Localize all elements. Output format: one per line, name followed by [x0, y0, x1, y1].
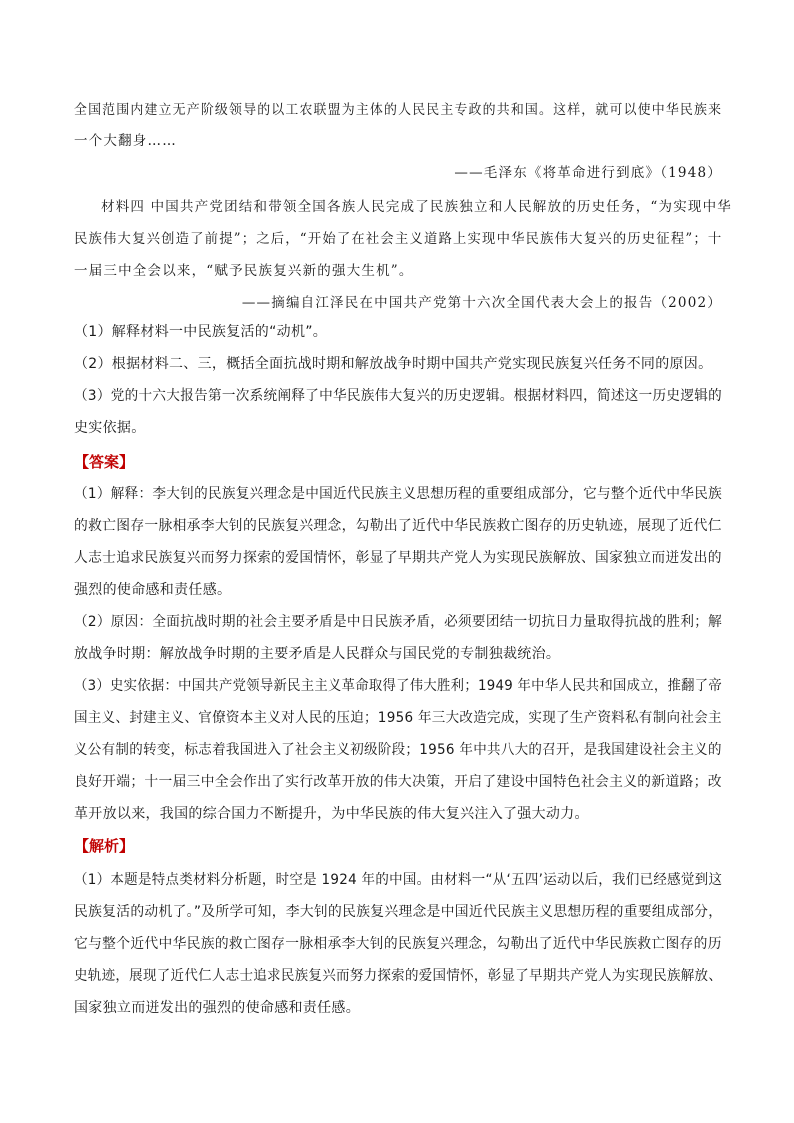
answer-3-line3: 义公有制的转变，标志着我国进入了社会主义初级阶段；1956 年中共八大的召开，是我国建设社会主义的	[74, 742, 722, 758]
analysis-line2: 民族复活的动机了。”及所学可知，李大钊的民族复兴理念是中国近代民族主义思想历程的重要组成部分，	[74, 904, 723, 920]
material3-line2: 一个大翻身……	[74, 133, 177, 149]
analysis-line1: （1）本题是特点类材料分析题，时空是 1924 年的中国。由材料一“从‘五四’运动以后，我们已经感觉到这	[74, 872, 723, 888]
analysis-line3: 它与整个近代中华民族的救亡图存一脉相承李大钊的民族复兴理念，勾勒出了近代中华民族救亡图存的历	[74, 936, 722, 952]
answer-heading: 【答案】	[74, 453, 135, 471]
answer-3-line4: 良好开端；十一届三中全会作出了实行改革开放的伟大决策，开启了建设中国特色社会主义的新道路；改	[74, 774, 722, 790]
question-1: （1）解释材料一中民族复活的“动机”。	[74, 324, 328, 340]
answer-1-line1: （1）解释：李大钊的民族复兴理念是中国近代民族主义思想历程的重要组成部分，它与整个近代中华民族	[74, 486, 723, 502]
material4-line3: 一届三中全会以来，“赋予民族复兴新的强大生机”。	[74, 263, 414, 279]
answer-3-line5: 革开放以来，我国的综合国力不断提升，为中华民族的伟大复兴注入了强大动力。	[74, 806, 589, 822]
material3-source: ——毛泽东《将革命进行到底》（1948）	[454, 165, 722, 181]
question-3-line2: 史实依据。	[74, 420, 146, 436]
question-2: （2）根据材料二、三，概括全面抗战时期和解放战争时期中国共产党实现民族复兴任务不同的原因。	[74, 356, 713, 372]
analysis-line4: 史轨迹，展现了近代仁人志士追求民族复兴而努力探索的爱国情怀，彰显了早期共产党人为实现民族解放、	[74, 968, 723, 984]
answer-2-line1: （2）原因：全面抗战时期的社会主要矛盾是中日民族矛盾，必须要团结一切抗日力量取得抗战的胜利；解	[74, 614, 723, 630]
material4-source: ——摘编自江泽民在中国共产党第十六次全国代表大会上的报告（2002）	[241, 295, 722, 311]
question-3-line1: （3）党的十六大报告第一次系统阐释了中华民族伟大复兴的历史逻辑。根据材料四，简述这一历史逻辑的	[74, 388, 723, 404]
material4-line1: 材料四 中国共产党团结和带领全国各族人民完成了民族独立和人民解放的历史任务，“为实现中华	[101, 199, 732, 215]
answer-2-line2: 放战争时期：解放战争时期的主要矛盾是人民群众与国民党的专制独裁统治。	[74, 646, 561, 662]
analysis-line5: 国家独立而迸发出的强烈的使命感和责任感。	[74, 1000, 360, 1016]
answer-1-line2: 的救亡图存一脉相承李大钊的民族复兴理念，勾勒出了近代中华民族救亡图存的历史轨迹，展现了近代仁	[74, 518, 722, 534]
answer-1-line4: 强烈的使命感和责任感。	[74, 582, 232, 598]
answer-1-line3: 人志士追求民族复兴而努力探索的爱国情怀，彰显了早期共产党人为实现民族解放、国家独立而迸发出的	[74, 550, 722, 566]
material3-line1: 全国范围内建立无产阶级领导的以工农联盟为主体的人民民主专政的共和国。这样，就可以使中华民族来	[74, 102, 723, 118]
answer-3-line2: 国主义、封建主义、官僚资本主义对人民的压迫；1956 年三大改造完成，实现了生产资料私有制向社会主	[74, 710, 722, 726]
analysis-heading: 【解析】	[74, 837, 135, 855]
material4-line2: 民族伟大复兴创造了前提”；之后，“开始了在社会主义道路上实现中华民族伟大复兴的历史征程”；十	[74, 231, 723, 247]
answer-3-line1: （3）史实依据：中国共产党领导新民主主义革命取得了伟大胜利；1949 年中华人民共和国成立，推翻了帝	[74, 678, 722, 694]
